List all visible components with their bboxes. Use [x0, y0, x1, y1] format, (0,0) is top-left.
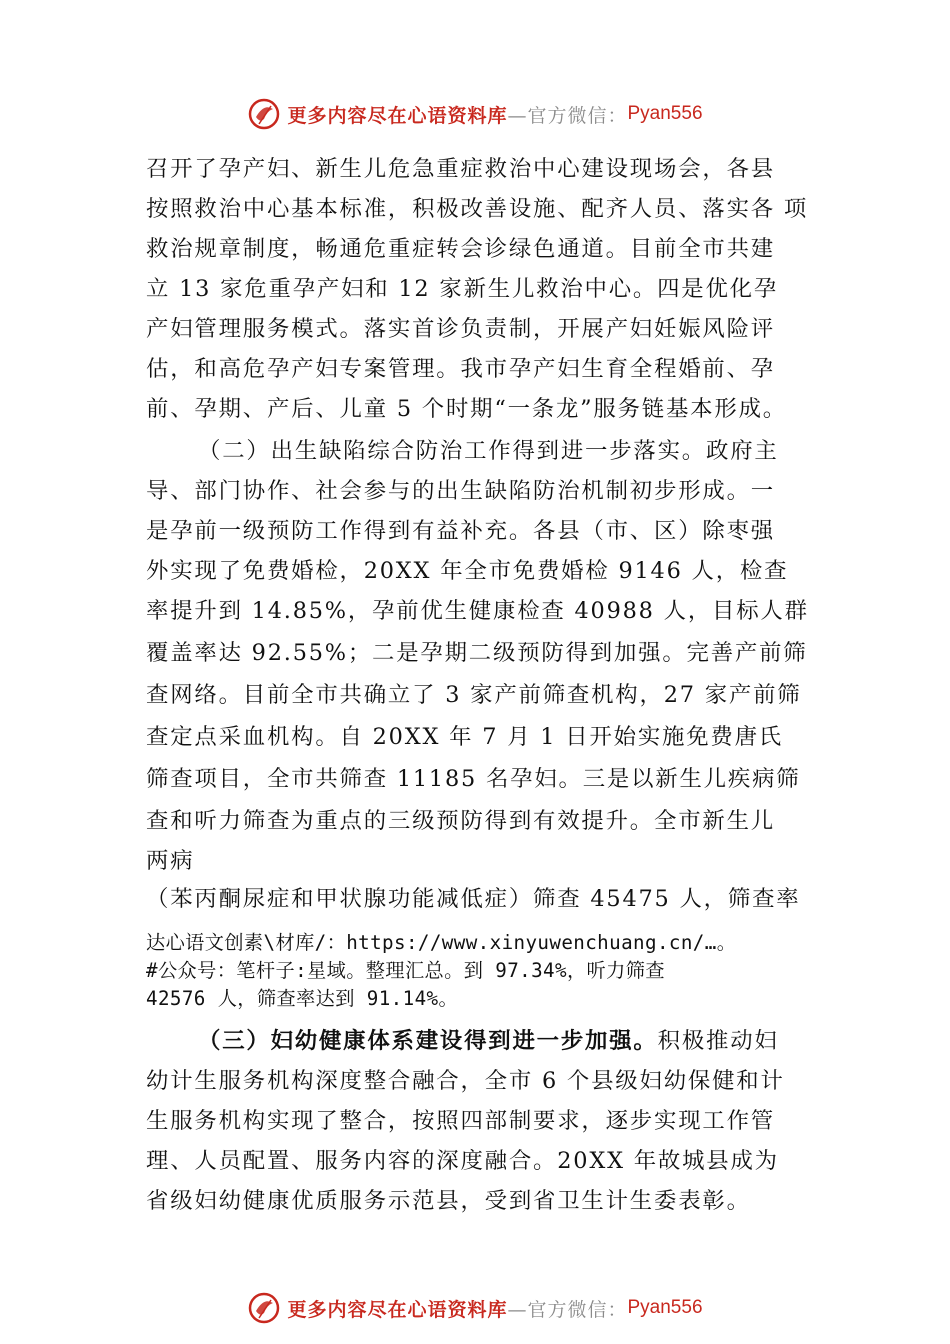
text-line: 查定点采血机构。自 20XX 年 7 月 1 日开始实施免费唐氏 [146, 724, 783, 750]
text-line-inserted: 42576 人，筛查率达到 91.14%。 [146, 987, 459, 1010]
text-line: 是孕前一级预防工作得到有益补充。各县（市、区）除枣强 [146, 518, 775, 544]
logo-icon [247, 97, 281, 131]
section-three-first-line [198, 1026, 779, 1056]
text-line: 省级妇幼健康优质服务示范县，受到省卫生计生委表彰。 [146, 1188, 751, 1214]
text-line: （苯丙酮尿症和甲状腺功能减低症）筛查 45475 人，筛查率 [146, 886, 801, 912]
watermark-label: —官方微信： [507, 104, 628, 127]
text-line: 前、孕期、产后、儿童 5 个时期“一条龙”服务链基本形成。 [146, 396, 787, 422]
footer-watermark [0, 1290, 950, 1326]
text-line: 筛查项目，全市共筛查 11185 名孕妇。三是以新生儿疾病筛 [146, 766, 801, 792]
text-line: 覆盖率达 92.55%；二是孕期二级预防得到加强。完善产前筛 [146, 640, 808, 666]
text-line-inserted: 达心语文创素\材库/：https://www.xinyuwenchuang.cn/…。 [146, 931, 737, 954]
header-watermark [0, 96, 950, 132]
section-three-heading: （三）妇幼健康体系建设得到进一步加强。 [198, 1028, 658, 1054]
text-line: 率提升到 14.85%，孕前优生健康检查 40988 人，目标人群 [146, 598, 809, 624]
text-line: 幼计生服务机构深度整合融合，全市 6 个县级妇幼保健和计 [146, 1068, 785, 1094]
watermark-label: —官方微信： [507, 1298, 628, 1321]
logo-icon [247, 1291, 281, 1325]
text-line: 按照救治中心基本标准，积极改善设施、配齐人员、落实各 项 [146, 196, 809, 222]
watermark-account: Pyan556 [627, 103, 703, 124]
text-line: 导、部门协作、社会参与的出生缺陷防治机制初步形成。一 [146, 478, 775, 504]
text-line: 产妇管理服务模式。落实首诊负责制，开展产妇妊娠风险评 [146, 316, 775, 342]
text-line: 两病 [146, 848, 195, 874]
text-line: 查和听力筛查为重点的三级预防得到有效提升。全市新生儿 [146, 808, 775, 834]
section-three-first-rest: 积极推动妇 [657, 1028, 779, 1054]
section-two-first-line: （二）出生缺陷综合防治工作得到进一步落实。政府主 [198, 438, 779, 464]
text-line: 生服务机构实现了整合，按照四部制要求，逐步实现工作管 [146, 1108, 775, 1134]
text-line-inserted: #公众号：笔杆子:星域。整理汇总。到 97.34%，听力筛查 [146, 959, 665, 982]
text-line: 理、人员配置、服务内容的深度融合。20XX 年故城县成为 [146, 1148, 779, 1174]
watermark-site-name: 更多内容尽在心语资料库 [287, 104, 508, 127]
watermark-site-name: 更多内容尽在心语资料库 [287, 1298, 508, 1321]
text-line: 立 13 家危重孕产妇和 12 家新生儿救治中心。四是优化孕 [146, 276, 779, 302]
text-line: 召开了孕产妇、新生儿危急重症救治中心建设现场会，各县 [146, 156, 775, 182]
text-line: 外实现了免费婚检，20XX 年全市免费婚检 9146 人，检查 [146, 558, 789, 584]
text-line: 估，和高危孕产妇专案管理。我市孕产妇生育全程婚前、孕 [146, 356, 775, 382]
text-line: 查网络。目前全市共确立了 3 家产前筛查机构，27 家产前筛 [146, 682, 802, 708]
watermark-account: Pyan556 [627, 1297, 703, 1318]
text-line: 救治规章制度，畅通危重症转会诊绿色通道。目前全市共建 [146, 236, 775, 262]
